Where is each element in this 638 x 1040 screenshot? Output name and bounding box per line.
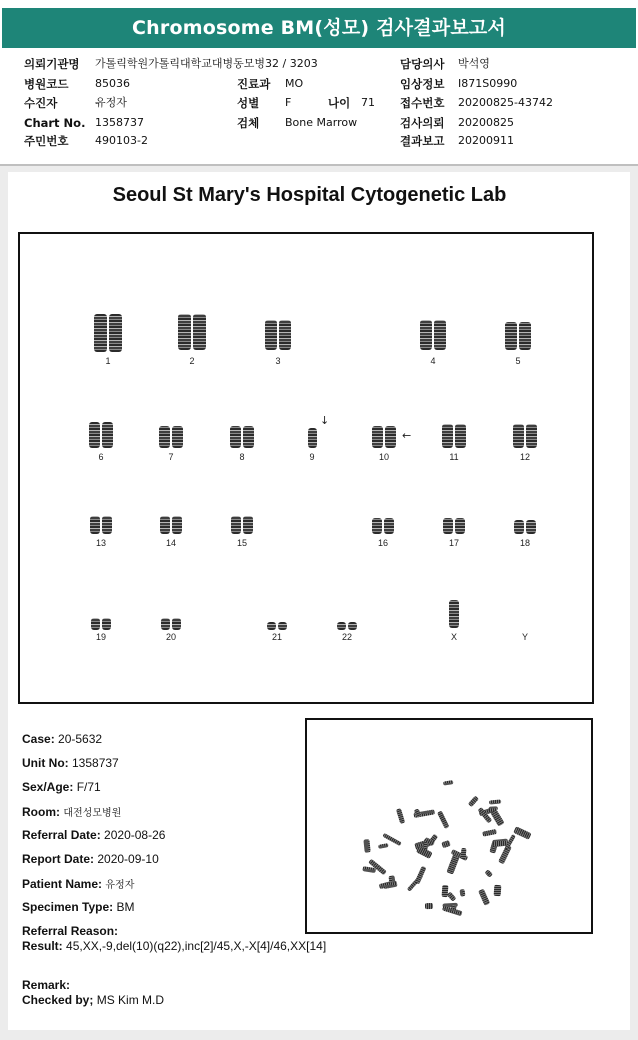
chromosome-label: 22 (341, 632, 352, 642)
patient-name-field (22, 876, 134, 891)
chromosome-label: 17 (448, 538, 459, 548)
chromosome-label: 19 (95, 632, 106, 642)
metaphase-chromosome (489, 799, 502, 804)
result-value: 45,XX,-9,del(10)(q22),inc[2]/45,X,-X[4]/46,XX[14] (66, 939, 327, 953)
chromosome-label: 4 (430, 356, 436, 366)
hdr-value-clinical-info: I871S0990 (458, 77, 518, 90)
chromosome-8 (243, 426, 254, 448)
specimen-label: Specimen Type: (22, 900, 114, 914)
hdr-label-chart-no: Chart No. (24, 116, 86, 130)
hdr-value-sex: F (285, 96, 292, 109)
result-label: Result: (22, 939, 63, 953)
unit-label: Unit No: (22, 756, 69, 770)
metaphase-chromosome (484, 870, 493, 879)
hdr-label-sex: 성별 (237, 96, 260, 110)
chromosome-11 (455, 424, 466, 448)
chromosome-22 (348, 622, 357, 630)
chromosome-label: 20 (165, 632, 176, 642)
chromosome-label: 1 (105, 356, 111, 366)
chromosome-label: 16 (377, 538, 388, 548)
metaphase-chromosome (377, 843, 388, 849)
case-field (22, 732, 102, 746)
hdr-value-hospital-code: 85036 (95, 77, 130, 90)
report-date-field (22, 852, 159, 866)
chromosome-14 (172, 516, 182, 534)
hdr-value-department: MO (285, 77, 304, 90)
metaphase-chromosome (396, 809, 405, 824)
chromosome-18 (514, 520, 524, 534)
chromosome-12 (526, 424, 537, 448)
unit-value: 1358737 (72, 756, 119, 770)
hdr-label-resident-no: 주민번호 (24, 134, 69, 148)
chromosome-14 (160, 516, 170, 534)
referral-reason-field (22, 924, 118, 938)
referral-date-value: 2020-08-26 (104, 828, 166, 842)
metaphase-chromosome (482, 829, 497, 837)
chromosome-17 (455, 518, 465, 534)
hdr-label-institution: 의뢰기관명 (24, 57, 80, 71)
specimen-value: BM (116, 900, 135, 914)
chromosome-19 (102, 618, 111, 630)
chromosome-8 (230, 426, 241, 448)
hdr-value-institution: 가톨릭학원가톨릭대학교대병동모병32 / 3203 (95, 57, 318, 70)
hdr-value-patient: 유정자 (95, 96, 127, 109)
chromosome-label: 9 (309, 452, 315, 462)
chromosome-17 (443, 518, 453, 534)
metaphase-chromosome (478, 889, 490, 906)
chromosome-label: 8 (239, 452, 245, 462)
chromosome-1 (109, 314, 122, 352)
remark-label: Remark: (22, 978, 71, 992)
metaphase-chromosome (443, 780, 454, 786)
chromosome-label: 7 (168, 452, 174, 462)
chromosome-16 (372, 518, 382, 534)
metaphase-chromosome (468, 795, 479, 806)
chromosome-10 (372, 426, 383, 448)
chromosome-19 (91, 618, 100, 630)
report-title: Chromosome BM(성모) 검사결과보고서 (2, 8, 636, 48)
hdr-label-doctor: 담당의사 (400, 57, 445, 71)
chromosome-16 (384, 518, 394, 534)
chromosome-10 (385, 426, 396, 448)
result-field (22, 939, 326, 953)
karyotype-image (18, 232, 594, 704)
metaphase-chromosome (490, 809, 504, 826)
chromosome-label: 14 (165, 538, 176, 548)
chromosome-4 (434, 320, 446, 350)
metaphase-chromosome (460, 889, 466, 897)
chromosome-20 (161, 618, 170, 630)
patient-name-value: 유정자 (105, 880, 135, 891)
metaphase-chromosome (513, 826, 532, 839)
case-value: 20-5632 (58, 732, 103, 746)
lab-title: Seoul St Mary's Hospital Cytogenetic Lab (112, 184, 507, 206)
chromosome-15 (243, 516, 253, 534)
remark-field (22, 978, 70, 992)
metaphase-chromosome (416, 846, 432, 859)
chromosome-20 (172, 618, 181, 630)
chromosome-label: X (450, 632, 457, 642)
header-divider (0, 164, 638, 166)
hdr-label-patient: 수진자 (24, 96, 58, 110)
sexage-field (22, 780, 101, 794)
chromosome-12 (513, 424, 524, 448)
metaphase-chromosome (460, 847, 466, 859)
metaphase-chromosome (437, 811, 449, 829)
chromosome-label: 3 (275, 356, 281, 366)
unit-field (22, 756, 119, 770)
chromosome-6 (102, 422, 113, 448)
hdr-label-clinical-info: 임상정보 (400, 77, 445, 91)
patient-name-label: Patient Name: (22, 877, 103, 891)
report-date-value: 2020-09-10 (97, 852, 159, 866)
case-label: Case: (22, 732, 55, 746)
sexage-value: F/71 (76, 780, 101, 794)
metaphase-chromosome (442, 906, 462, 916)
metaphase-chromosome (441, 885, 447, 897)
hdr-value-report-date: 20200911 (458, 134, 514, 147)
hdr-label-accession: 접수번호 (400, 96, 445, 110)
chromosome-1 (94, 314, 107, 352)
arrow-left-icon: ← (402, 429, 412, 442)
hdr-label-department: 진료과 (237, 77, 271, 91)
chromosome-22 (337, 622, 346, 630)
chromosome-label: 2 (189, 356, 195, 366)
chromosome-label: 6 (98, 452, 104, 462)
chromosome-7 (172, 426, 183, 448)
chromosome-11 (442, 424, 453, 448)
chromosome-5 (519, 322, 531, 350)
chromosome-5 (505, 322, 517, 350)
chromosome-15 (231, 516, 241, 534)
chromosome-2 (193, 314, 206, 350)
metaphase-chromosome (414, 866, 426, 884)
hdr-label-specimen: 검체 (237, 116, 260, 130)
chromosome-label: 18 (519, 538, 530, 548)
metaphase-chromosome (493, 884, 500, 895)
chromosome-4 (420, 320, 432, 350)
report-date-label: Report Date: (22, 852, 95, 866)
referral-date-label: Referral Date: (22, 828, 101, 842)
checked-by-value: MS Kim M.D (96, 993, 165, 1007)
chromosome-label: Y (521, 632, 528, 642)
checked-by-label: Checked by; (22, 993, 94, 1007)
sexage-label: Sex/Age: (22, 780, 74, 794)
chromosome-label: 15 (236, 538, 247, 548)
metaphase-chromosome (441, 840, 451, 848)
chromosome-18 (526, 520, 536, 534)
room-value: 대전성모병원 (63, 808, 122, 819)
chromosome-7 (159, 426, 170, 448)
hdr-value-request-date: 20200825 (458, 116, 514, 129)
chromosome-2 (178, 314, 191, 350)
metaphase-chromosome (446, 892, 456, 902)
hdr-value-chart-no: 1358737 (95, 116, 144, 129)
metaphase-chromosome (425, 903, 433, 909)
referral-reason-label: Referral Reason: (22, 924, 119, 938)
arrow-down-icon: ↓ (320, 414, 330, 427)
chromosome-label: 11 (449, 452, 459, 462)
hdr-label-request-date: 검사의뢰 (400, 116, 445, 130)
chromosome-label: 12 (519, 452, 530, 462)
specimen-field (22, 900, 134, 914)
chromosome-6 (89, 422, 100, 448)
hdr-value-doctor: 박석영 (458, 57, 490, 70)
room-field (22, 804, 121, 819)
chromosome-X (449, 600, 459, 628)
referral-date-field (22, 828, 165, 842)
hdr-value-age: 71 (361, 96, 375, 109)
chromosome-9 (308, 428, 317, 448)
cytogenetic-report (8, 172, 630, 1030)
chromosome-label: 5 (515, 356, 521, 366)
hdr-label-report-date: 결과보고 (400, 134, 445, 148)
chromosome-label: 21 (271, 632, 282, 642)
chromosome-label: 10 (378, 452, 389, 462)
hdr-value-accession: 20200825-43742 (458, 96, 553, 109)
chromosome-3 (265, 320, 277, 350)
chromosome-21 (267, 622, 276, 630)
checked-by-field (22, 993, 164, 1007)
hdr-value-specimen: Bone Marrow (285, 116, 358, 129)
chromosome-label: 13 (95, 538, 106, 548)
chromosome-21 (278, 622, 287, 630)
metaphase-chromosome (363, 838, 370, 852)
hdr-label-age: 나이 (328, 96, 351, 110)
hdr-value-resident-no: 490103-2 (95, 134, 148, 147)
chromosome-13 (90, 516, 100, 534)
chromosome-3 (279, 320, 291, 350)
room-label: Room: (22, 805, 60, 819)
metaphase-image (305, 718, 593, 934)
hdr-label-hospital-code: 병원코드 (24, 77, 69, 91)
metaphase-chromosome (488, 806, 497, 811)
chromosome-13 (102, 516, 112, 534)
